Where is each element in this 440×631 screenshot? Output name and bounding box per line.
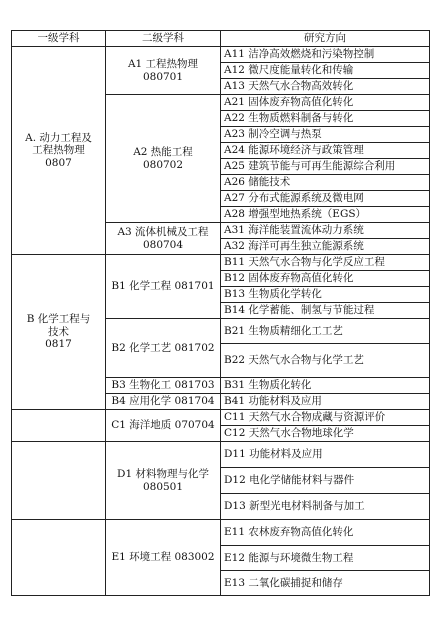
research-direction-cell: A23 制冷空调与热泵 bbox=[221, 127, 430, 143]
research-direction-cell: B21 生物质精细化工工艺 bbox=[221, 319, 430, 344]
research-direction-cell: A24 能源环境经济与政策管理 bbox=[221, 143, 430, 159]
level2-discipline-cell bbox=[106, 410, 221, 442]
level1-discipline-text: 0807 bbox=[45, 156, 72, 169]
research-direction-cell: E13 二氧化碳捕捉和储存 bbox=[221, 571, 430, 596]
level2-discipline-cell bbox=[106, 442, 221, 520]
level1-discipline-text: 0817 bbox=[45, 338, 72, 351]
level2-discipline-text: B3 生物化工 081703 bbox=[111, 379, 215, 392]
table-row bbox=[12, 255, 430, 271]
research-direction-cell: D13 新型光电材料制备与加工 bbox=[221, 494, 430, 520]
research-direction-cell: B13 生物质化学转化 bbox=[221, 287, 430, 303]
header-level2: 二级学科 bbox=[106, 31, 221, 47]
table-body bbox=[12, 47, 430, 596]
level2-discipline-text: 080704 bbox=[142, 238, 184, 251]
level1-discipline-text: B 化学工程与 bbox=[26, 313, 91, 326]
table-row bbox=[12, 410, 430, 426]
level2-discipline-cell bbox=[106, 95, 221, 223]
research-direction-cell: A27 分布式能源系统及微电网 bbox=[221, 191, 430, 207]
research-direction-cell: A26 储能技术 bbox=[221, 175, 430, 191]
table-header-row bbox=[12, 31, 430, 47]
level2-discipline-cell bbox=[106, 319, 221, 378]
research-direction-cell: B31 生物质化转化 bbox=[221, 378, 430, 394]
research-direction-cell: A28 增强型地热系统（EGS） bbox=[221, 207, 430, 223]
level2-discipline-text: B1 化学工程 081701 bbox=[111, 280, 215, 293]
research-direction-cell: B14 化学蓄能、制氢与节能过程 bbox=[221, 303, 430, 319]
level1-discipline-text: 工程热物理 bbox=[32, 144, 85, 157]
level1-discipline-text: 技术 bbox=[48, 325, 69, 338]
level1-discipline-cell bbox=[12, 442, 106, 520]
level1-discipline-cell bbox=[12, 255, 106, 410]
level2-discipline-cell bbox=[106, 47, 221, 95]
level2-discipline-text: E1 环境工程 083002 bbox=[111, 551, 215, 564]
research-direction-cell: B22 天然气水合物与化学工艺 bbox=[221, 344, 430, 378]
research-direction-cell: B12 固体废弃物高值化转化 bbox=[221, 271, 430, 287]
level2-discipline-text: 080702 bbox=[142, 158, 184, 171]
research-direction-cell: A32 海洋可再生独立能源系统 bbox=[221, 239, 430, 255]
research-direction-cell: A12 微尺度能量转化和传输 bbox=[221, 63, 430, 79]
research-direction-cell: A21 固体废弃物高值化转化 bbox=[221, 95, 430, 111]
level2-discipline-cell bbox=[106, 223, 221, 255]
level2-discipline-cell bbox=[106, 378, 221, 394]
header-level1: 一级学科 bbox=[12, 31, 106, 47]
research-direction-cell: B41 功能材料及应用 bbox=[221, 394, 430, 410]
discipline-table bbox=[11, 30, 430, 596]
research-direction-cell: E12 能源与环境微生物工程 bbox=[221, 546, 430, 571]
research-direction-cell: E11 农林废弃物高值化转化 bbox=[221, 520, 430, 546]
level2-discipline-text: 080701 bbox=[142, 70, 184, 83]
level2-discipline-text: D1 材料物理与化学 bbox=[117, 467, 209, 480]
level1-discipline-text: A. 动力工程及 bbox=[25, 131, 92, 144]
level2-discipline-cell bbox=[106, 394, 221, 410]
level2-discipline-text: C1 海洋地质 070704 bbox=[111, 419, 215, 432]
level2-discipline-cell bbox=[106, 520, 221, 596]
table-row bbox=[12, 520, 430, 546]
research-direction-cell: C12 天然气水合物地球化学 bbox=[221, 426, 430, 442]
level2-discipline-text: A2 热能工程 bbox=[133, 145, 193, 158]
research-direction-cell: B11 天然气水合物与化学反应工程 bbox=[221, 255, 430, 271]
research-direction-cell: A11 洁净高效燃烧和污染物控制 bbox=[221, 47, 430, 63]
table-row bbox=[12, 47, 430, 63]
research-direction-cell: A25 建筑节能与可再生能源综合利用 bbox=[221, 159, 430, 175]
level2-discipline-text: B2 化学工艺 081702 bbox=[111, 341, 215, 354]
level2-discipline-text: A3 流体机械及工程 bbox=[117, 225, 209, 238]
research-direction-cell: C11 天然气水合物成藏与资源评价 bbox=[221, 410, 430, 426]
level2-discipline-cell bbox=[106, 255, 221, 319]
research-direction-cell: A31 海洋能装置流体动力系统 bbox=[221, 223, 430, 239]
header-direction: 研究方向 bbox=[221, 31, 430, 47]
research-direction-cell: A22 生物质燃料制备与转化 bbox=[221, 111, 430, 127]
research-direction-cell: D12 电化学储能材料与器件 bbox=[221, 468, 430, 494]
level2-discipline-text: 080501 bbox=[142, 480, 184, 493]
level1-discipline-cell bbox=[12, 520, 106, 596]
level2-discipline-text: A1 工程热物理 bbox=[127, 57, 199, 70]
table-row bbox=[12, 442, 430, 468]
level2-discipline-text: B4 应用化学 081704 bbox=[111, 395, 215, 408]
level1-discipline-cell bbox=[12, 47, 106, 255]
level1-discipline-cell bbox=[12, 410, 106, 442]
research-direction-cell: A13 天然气水合物高效转化 bbox=[221, 79, 430, 95]
research-direction-cell: D11 功能材料及应用 bbox=[221, 442, 430, 468]
